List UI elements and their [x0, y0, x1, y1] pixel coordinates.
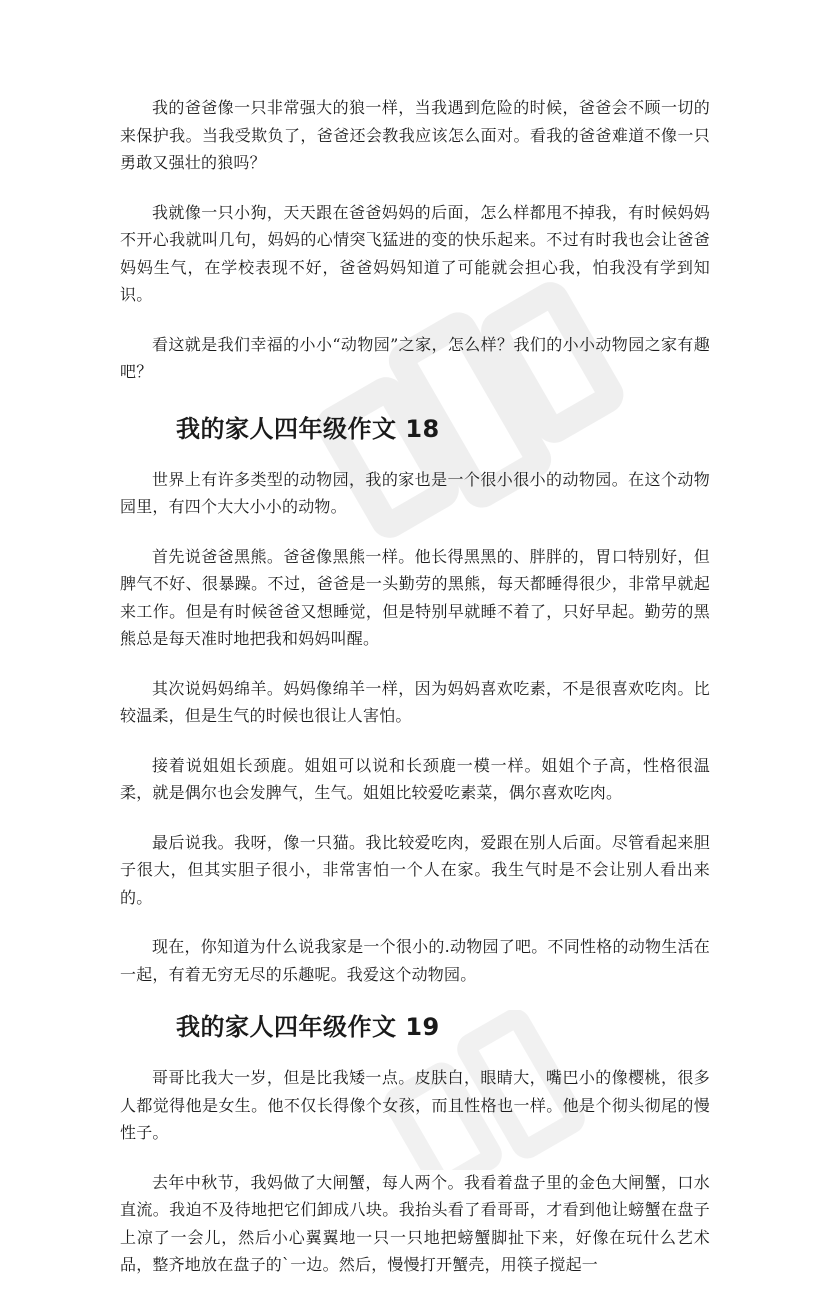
- paragraph: 世界上有许多类型的动物园，我的家也是一个很小很小的动物园。在这个动物园里，有四个大大小小的动物。: [120, 469, 710, 516]
- paragraph: 首先说爸爸黑熊。爸爸像黑熊一样。他长得黑黑的、胖胖的，胃口特别好，但脾气不好、很暴躁。不过，爸爸是一头勤劳的黑熊，每天都睡得很少，非常早就起来工作。但是有时候爸爸又想睡觉，但是特别早就睡不着了，只好早起。勤劳的黑熊总是每天准时地把我和妈妈叫醒。: [120, 546, 710, 648]
- section-title: 我的家人四年级作文 19: [176, 1013, 440, 1041]
- paragraph: 现在，你知道为什么说我家是一个很小的.动物园了吧。不同性格的动物生活在一起，有着无穷无尽的乐趣呢。我爱这个动物园。: [120, 937, 710, 984]
- paragraph: 去年中秋节，我妈做了大闸蟹，每人两个。我看着盘子里的金色大闸蟹，口水直流。我迫不及待地把它们卸成八块。我抬头看了看哥哥，才看到他让螃蟹在盘子上凉了一会儿，然后小心翼翼地一只一只地把螃蟹脚扯下来，好像在玩什么艺术品，整齐地放在盘子的`一边。然后，慢慢打开蟹壳，用筷子搅起一: [120, 1172, 710, 1274]
- paragraph: 最后说我。我呀，像一只猫。我比较爱吃肉，爱跟在别人后面。尽管看起来胆子很大，但其实胆子很小，非常害怕一个人在家。我生气时是不会让别人看出来的。: [120, 832, 710, 907]
- paragraph: 接着说姐姐长颈鹿。姐姐可以说和长颈鹿一模一样。姐姐个子高，性格很温柔，就是偶尔也会发脾气，生气。姐姐比较爱吃素菜，偶尔喜欢吃肉。: [120, 755, 710, 802]
- paragraph: 我就像一只小狗，天天跟在爸爸妈妈的后面，怎么样都甩不掉我，有时候妈妈不开心我就叫几句，妈妈的心情突飞猛进的变的快乐起来。不过有时我也会让爸爸妈妈生气，在学校表现不好，爸爸妈妈知道了可能就会担心我，怕我没有学到知识。: [120, 202, 710, 304]
- section-title: 我的家人四年级作文 18: [176, 414, 440, 443]
- document-body: [120, 94, 710, 1301]
- section-19: [120, 1010, 710, 1279]
- section-intro: [120, 94, 710, 386]
- paragraph: 我的爸爸像一只非常强大的狼一样，当我遇到危险的时候，爸爸会不顾一切的来保护我。当我受欺负了，爸爸还会教我应该怎么面对。看我的爸爸难道不像一只勇敢又强壮的狼吗？: [120, 98, 710, 172]
- paragraph: 哥哥比我大一岁，但是比我矮一点。皮肤白，眼睛大，嘴巴小的像樱桃，很多人都觉得他是女生。他不仅长得像个女孩，而且性格也一样。他是个彻头彻尾的慢性子。: [120, 1068, 710, 1142]
- paragraph: 看这就是我们幸福的小小“动物园”之家，怎么样？我们的小小动物园之家有趣吧？: [120, 334, 710, 381]
- section-18: [120, 412, 710, 989]
- paragraph: 其次说妈妈绵羊。妈妈像绵羊一样，因为妈妈喜欢吃素，不是很喜欢吃肉。比较温柔，但是生气的时候也很让人害怕。: [120, 678, 710, 725]
